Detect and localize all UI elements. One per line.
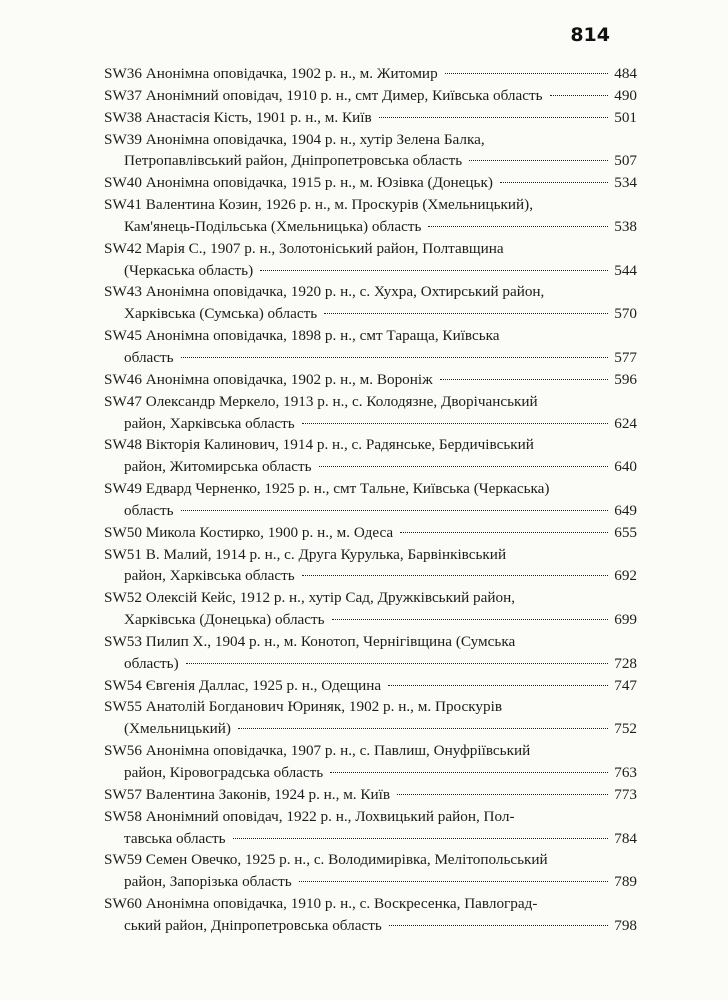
- toc-entry-text: область): [124, 654, 179, 672]
- toc-entry-page: 570: [614, 305, 637, 323]
- dot-leader: [233, 838, 609, 839]
- dot-leader: [181, 510, 609, 511]
- toc-entry[interactable]: [104, 107, 637, 129]
- toc-entry-page: 699: [614, 611, 637, 629]
- table-of-contents: [104, 63, 637, 937]
- toc-entry-text: SW36 Анонімна оповідачка, 1902 р. н., м. Житомир: [104, 65, 438, 82]
- toc-entry[interactable]: [104, 238, 637, 282]
- toc-entry-page: 596: [614, 370, 637, 388]
- toc-entry[interactable]: [104, 696, 637, 740]
- toc-entry[interactable]: [104, 784, 637, 806]
- toc-entry-page: 655: [614, 523, 637, 541]
- toc-entry-text: (Черкаська область): [124, 261, 254, 279]
- toc-entry-text: Харківська (Сумська) область: [124, 305, 318, 323]
- toc-entry-text: ський район, Дніпропетровська область: [124, 916, 382, 934]
- toc-entry-text: область: [124, 348, 174, 366]
- toc-entry[interactable]: [104, 63, 637, 85]
- toc-entry-text: SW52 Олексій Кейс, 1912 р. н., хутір Сад, Дружківський район,: [104, 589, 516, 607]
- toc-entry-text: SW54 Євгенія Даллас, 1925 р. н., Одещина: [104, 676, 382, 694]
- toc-entry-text: SW60 Анонімна оповідачка, 1910 р. н., с. Воскресенка, Павлоград-: [104, 895, 538, 913]
- dot-leader: [440, 379, 609, 380]
- toc-entry[interactable]: [104, 522, 637, 544]
- toc-entry-text: SW39 Анонімна оповідачка, 1904 р. н., хутір Зелена Балка,: [104, 130, 485, 148]
- dot-leader: [324, 313, 608, 314]
- toc-entry-text: SW55 Анатолій Богданович Юриняк, 1902 р. н., м. Проскурів: [104, 698, 502, 716]
- toc-entry-text: SW48 Вікторія Калинович, 1914 р. н., с. Радянське, Бердичівський: [104, 436, 534, 454]
- dot-leader: [186, 663, 609, 664]
- dot-leader: [400, 532, 608, 533]
- toc-entry-text: Кам'янець-Подільська (Хмельницька) область: [124, 217, 422, 235]
- toc-entry[interactable]: [104, 740, 637, 784]
- toc-entry-page: 763: [614, 764, 637, 781]
- dot-leader: [500, 182, 608, 183]
- dot-leader: [181, 357, 609, 358]
- toc-entry[interactable]: [104, 391, 637, 435]
- toc-entry-page: 624: [614, 414, 637, 432]
- toc-entry-page: 490: [614, 86, 637, 104]
- dot-leader: [260, 270, 608, 271]
- page-number: 814: [570, 24, 610, 46]
- toc-entry[interactable]: [104, 849, 637, 893]
- toc-entry-page: 534: [614, 174, 637, 192]
- toc-entry-text: SW59 Семен Овечко, 1925 р. н., с. Володимирівка, Мелітопольський: [104, 851, 548, 869]
- toc-entry-text: SW56 Анонімна оповідачка, 1907 р. н., с. Павлиш, Онуфріївський: [104, 742, 531, 760]
- toc-entry-text: SW41 Валентина Козин, 1926 р. н., м. Проскурів (Хмельницький),: [104, 196, 534, 214]
- toc-entry[interactable]: [104, 478, 637, 522]
- toc-entry[interactable]: [104, 631, 637, 675]
- toc-entry-text: тавська область: [124, 829, 226, 847]
- toc-entry-text: SW45 Анонімна оповідачка, 1898 р. н., смт Тараща, Київська: [104, 327, 500, 345]
- toc-entry-text: район, Кіровоградська область: [124, 764, 324, 781]
- toc-entry-page: 501: [614, 108, 637, 126]
- toc-entry-text: SW50 Микола Костирко, 1900 р. н., м. Одеса: [104, 523, 394, 541]
- toc-entry[interactable]: [104, 587, 637, 631]
- toc-entry[interactable]: [104, 85, 637, 107]
- dot-leader: [238, 728, 608, 729]
- toc-entry-page: 544: [614, 261, 637, 279]
- toc-entry-text: Харківська (Донецька) область: [124, 611, 325, 629]
- toc-entry[interactable]: [104, 806, 637, 850]
- toc-entry-text: SW51 В. Малий, 1914 р. н., с. Друга Курулька, Барвінківський: [104, 545, 507, 563]
- dot-leader: [445, 73, 609, 74]
- dot-leader: [302, 423, 609, 424]
- dot-leader: [469, 160, 608, 161]
- dot-leader: [397, 794, 608, 795]
- toc-entry-page: 692: [614, 567, 637, 585]
- toc-entry-page: 773: [614, 785, 637, 803]
- toc-entry[interactable]: [104, 172, 637, 194]
- dot-leader: [550, 95, 609, 96]
- toc-entry-page: 728: [614, 654, 637, 672]
- toc-entry-text: SW58 Анонімний оповідач, 1922 р. н., Лохвицький район, Пол-: [104, 807, 515, 825]
- toc-entry-text: SW42 Марія С., 1907 р. н., Золотоніський район, Полтавщина: [104, 239, 504, 257]
- dot-leader: [388, 685, 608, 686]
- toc-entry-page: 640: [614, 458, 637, 476]
- toc-entry-page: 649: [614, 501, 637, 519]
- dot-leader: [330, 772, 608, 773]
- dot-leader: [428, 226, 608, 227]
- toc-entry-text: SW43 Анонімна оповідачка, 1920 р. н., с. Хухра, Охтирський район,: [104, 283, 545, 301]
- toc-entry-text: SW38 Анастасія Кість, 1901 р. н., м. Київ: [104, 108, 372, 126]
- toc-entry-text: район, Харківська область: [124, 567, 295, 585]
- toc-entry[interactable]: [104, 325, 637, 369]
- dot-leader: [379, 117, 609, 118]
- toc-entry-page: 538: [614, 217, 637, 235]
- toc-entry-page: 789: [614, 873, 637, 891]
- toc-entry-page: 747: [614, 676, 637, 694]
- toc-entry-page: 577: [614, 348, 637, 366]
- dot-leader: [332, 619, 609, 620]
- toc-entry-text: район, Запорізька область: [124, 873, 292, 891]
- toc-entry-text: (Хмельницький): [124, 720, 231, 738]
- toc-entry-text: Петропавлівський район, Дніпропетровська область: [124, 152, 463, 170]
- toc-entry-text: SW40 Анонімна оповідачка, 1915 р. н., м. Юзівка (Донецьк): [104, 174, 493, 192]
- toc-entry-text: SW37 Анонімний оповідач, 1910 р. н., смт Димер, Київська область: [104, 86, 543, 104]
- toc-entry-text: SW53 Пилип Х., 1904 р. н., м. Конотоп, Чернігівщина (Сумська: [104, 632, 516, 650]
- toc-entry-text: SW49 Едвард Черненко, 1925 р. н., смт Тальне, Київська (Черкаська): [104, 480, 550, 498]
- toc-entry-text: район, Житомирська область: [124, 458, 312, 476]
- dot-leader: [299, 881, 609, 882]
- toc-entry[interactable]: [104, 281, 637, 325]
- toc-entry-page: 798: [614, 916, 637, 934]
- toc-entry-page: 484: [614, 65, 637, 82]
- toc-entry[interactable]: [104, 675, 637, 697]
- toc-entry-page: 752: [614, 720, 637, 738]
- toc-entry[interactable]: [104, 194, 637, 238]
- toc-entry[interactable]: [104, 544, 637, 588]
- toc-entry[interactable]: [104, 369, 637, 391]
- dot-leader: [302, 575, 609, 576]
- dot-leader: [389, 925, 608, 926]
- toc-entry[interactable]: [104, 129, 637, 173]
- toc-entry-page: 507: [614, 152, 637, 170]
- toc-entry[interactable]: [104, 893, 637, 937]
- toc-entry-text: SW57 Валентина Законів, 1924 р. н., м. Київ: [104, 785, 391, 803]
- toc-entry-text: область: [124, 501, 174, 519]
- toc-entry-page: 784: [614, 829, 637, 847]
- toc-entry[interactable]: [104, 434, 637, 478]
- toc-entry-text: район, Харківська область: [124, 414, 295, 432]
- toc-entry-text: SW47 Олександр Меркело, 1913 р. н., с. Колодязне, Дворічанський: [104, 392, 538, 410]
- dot-leader: [319, 466, 609, 467]
- toc-entry-text: SW46 Анонімна оповідачка, 1902 р. н., м. Воронiж: [104, 370, 433, 388]
